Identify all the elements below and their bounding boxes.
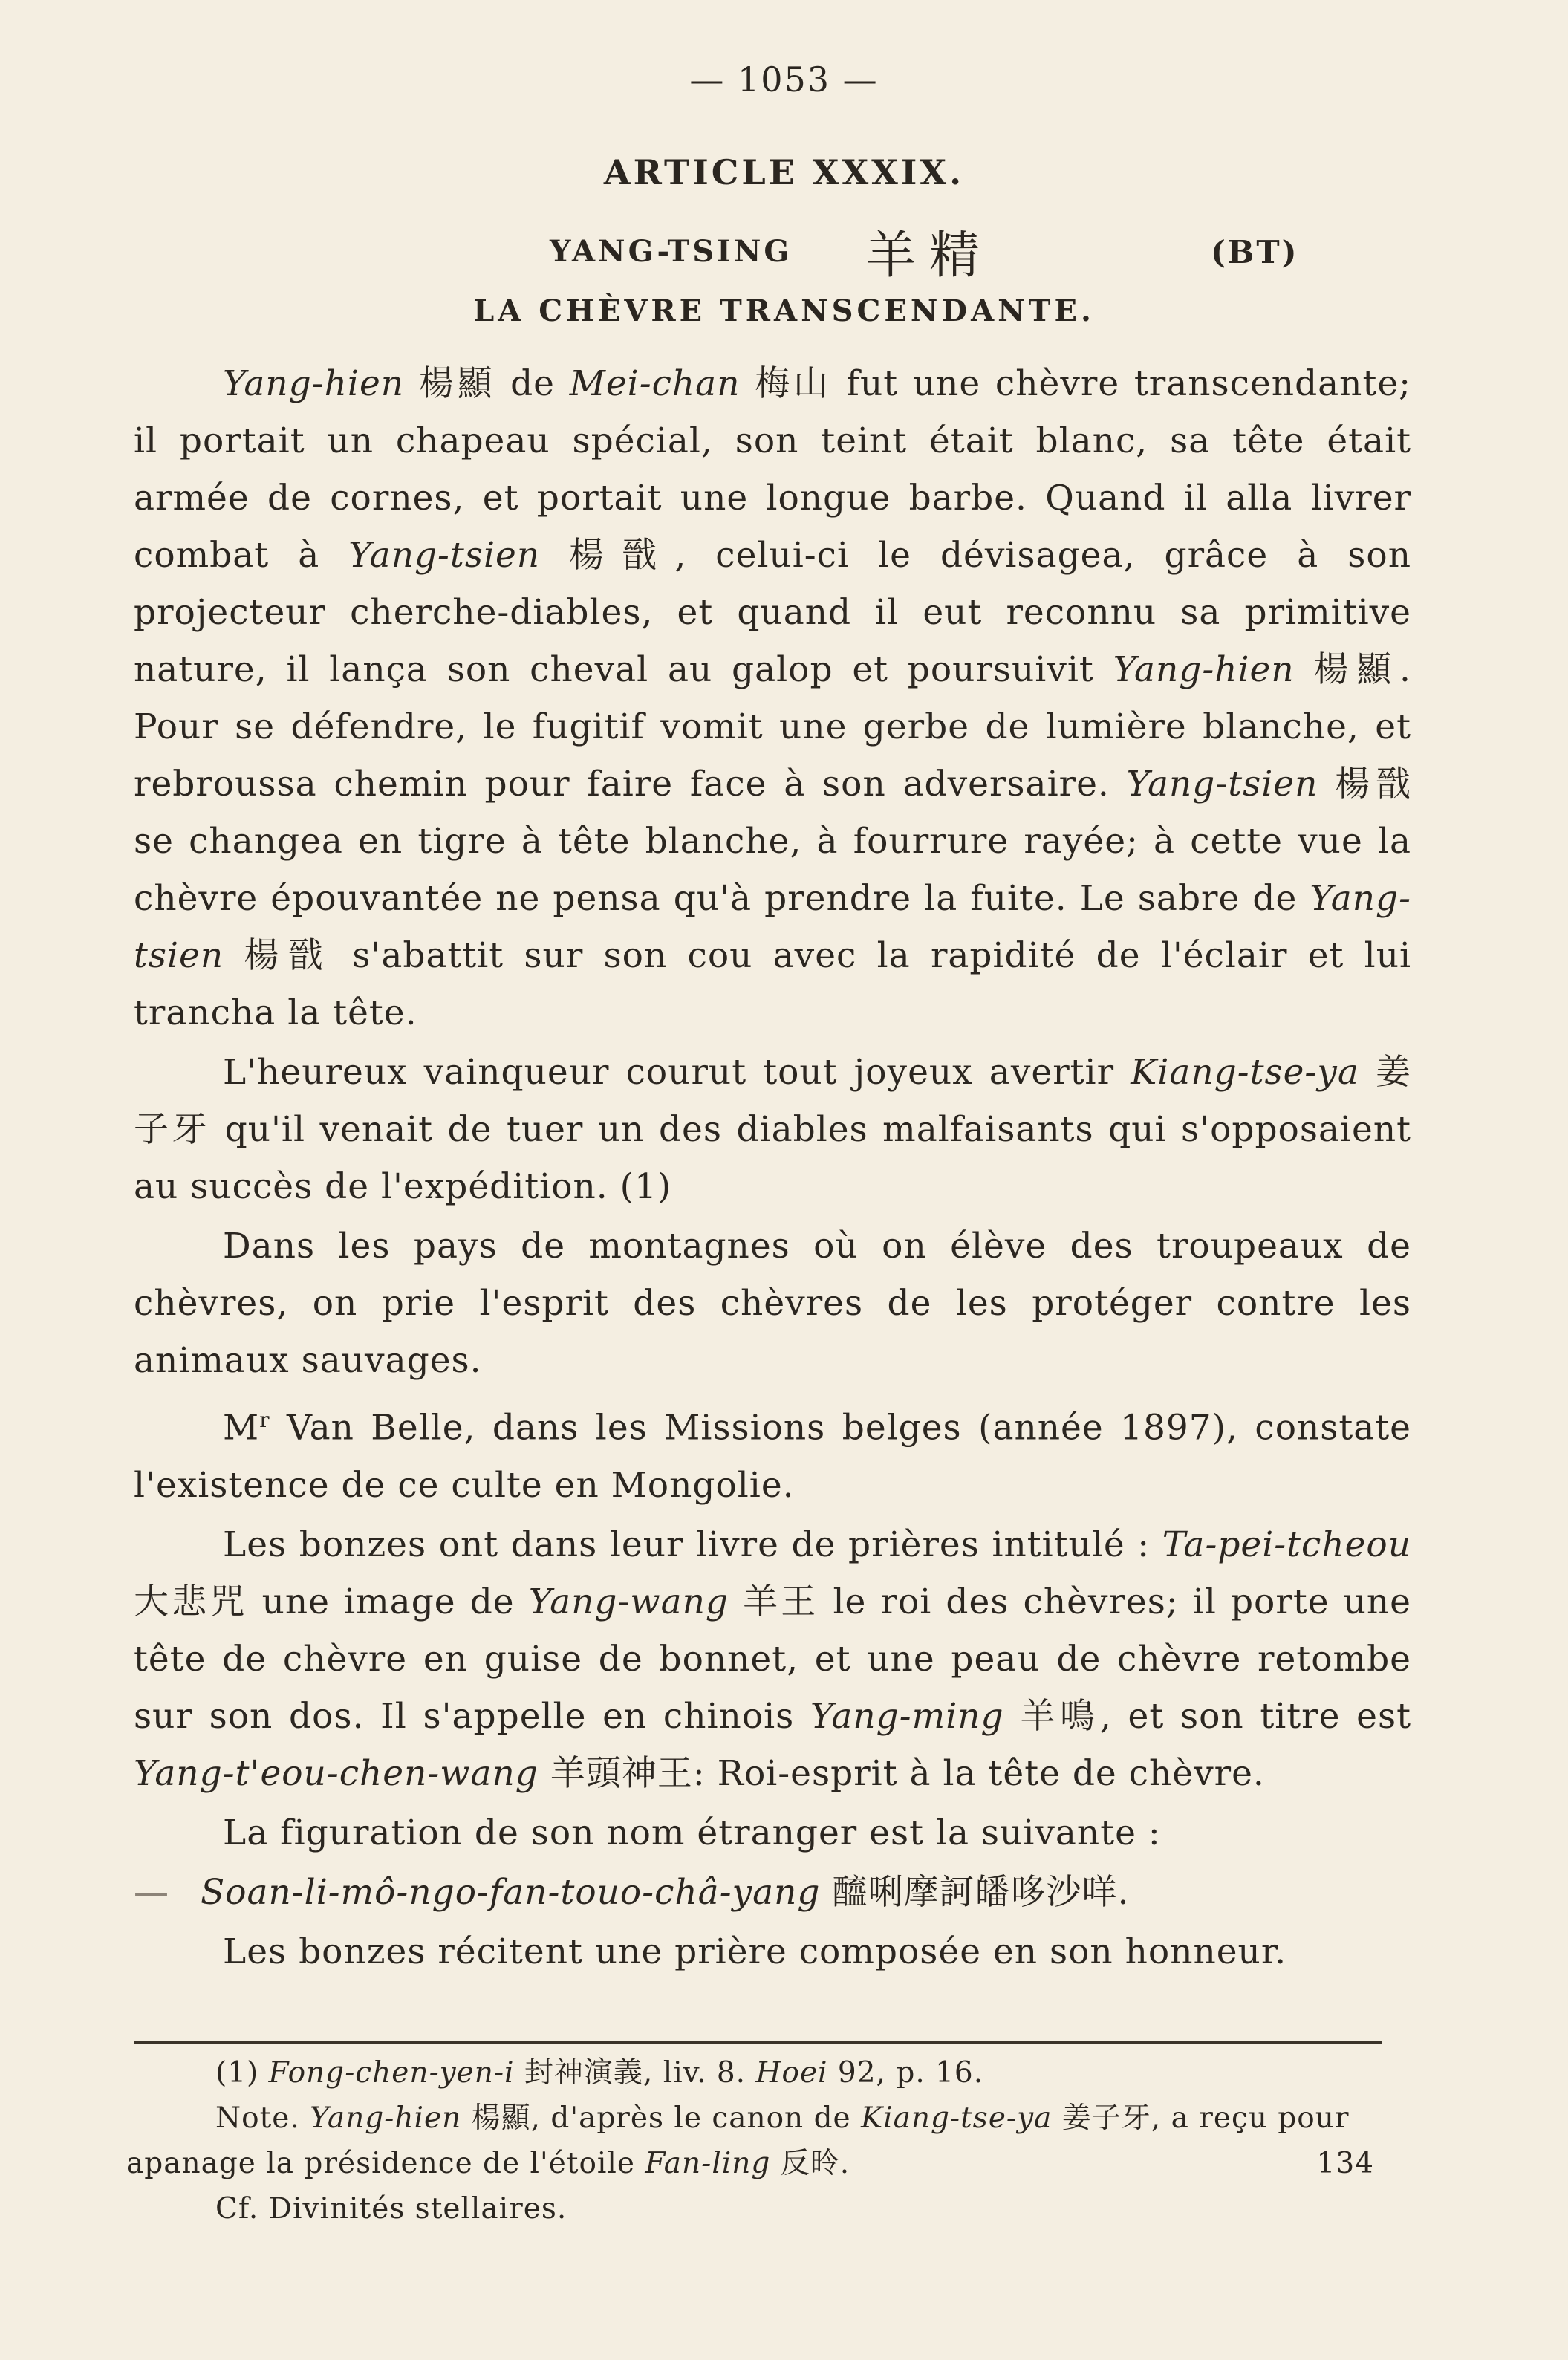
paragraph-5: Les bonzes ont dans leur livre de prières intitulé : Ta-pei-tcheou 大悲咒 une image de Yang-wang 羊王 le roi des chèvres; il porte une tête de chèvre en guise de bonnet, et une peau de chèvre retombe sur son dos. Il s'appelle en chinois Yang-ming 羊鳴, et son titre est Yang-t'eou-chen-wang 羊頭神王: Roi-esprit à la tête de chèvre. [134, 1524, 1412, 1794]
body-text [134, 355, 1411, 1983]
title-romanized: YANG-TSING [550, 234, 793, 269]
article-number: ARTICLE XXXIX. [603, 152, 965, 192]
article-heading: LA CHÈVRE TRANSCENDANTE. [473, 293, 1095, 328]
footnote-1: (1) Fong-chen-yen-i 封神演義, liv. 8. Hoei 92, p. 16. [215, 2056, 984, 2090]
paragraph-7: — Soan-li-mô-ngo-fan-touo-châ-yang 醯唎摩訶皤哆沙咩. [134, 1864, 1411, 1921]
article-title [0, 215, 1568, 285]
page-number: — 1053 — [689, 59, 879, 100]
paragraph-4: $M^r$ Van Belle, dans les Missions belges (année 1897), constate l'existence de ce culte en Mongolie. [134, 1407, 1411, 1506]
paragraph-8: Les bonzes récitent une prière composée en son honneur. [223, 1931, 1287, 1972]
paragraph-2: L'heureux vainqueur courut tout joyeux avertir Kiang-tse-ya 姜子牙 qu'il venait de tuer un des diables malfaisants qui s'opposaient au succès de l'expédition. (1) [134, 1052, 1411, 1207]
paragraph-3: Dans les pays de montagnes où on élève des troupeaux de chèvres, on prie l'esprit des chèvres de les protéger contre les animaux sauvages. [134, 1226, 1411, 1381]
title-chinese: 羊精 [865, 227, 994, 285]
footnote-cf: Cf. Divinités stellaires. [215, 2192, 567, 2226]
title-code: (BT) [1211, 234, 1299, 270]
footnote-note: Note. Yang-hien 楊顯, d'après le canon de Kiang-tse-ya 姜子牙, a reçu pour apanage la présidence de l'étoile Fan-ling 反昤. [126, 2101, 1350, 2180]
footnotes [126, 2050, 1404, 2231]
dash-mark: — [134, 1871, 169, 1913]
paragraph-1: Yang-hien 楊顯 de Mei-chan 梅山 fut une chèvre transcendante; il portait un chapeau spécial, son teint était blanc, sa tête était armée de cornes, et portait une longue barbe. Quand il alla livrer combat à Yang-tsien 楊戩, celui-ci le dévisagea, grâce à son projecteur cherche-diables, et quand il eut reconnu sa primitive nature, il lança son cheval au galop et poursuivit Yang-hien 楊顯. Pour se défendre, le fugitif vomit une gerbe de lumière blanche, et rebroussa chemin pour faire face à son adversaire. Yang-tsien 楊戩 se changea en tigre à tête blanche, à fourrure rayée; à cette vue la chèvre épouvantée ne pensa qu'à prendre la fuite. Le sabre de Yang-tsien 楊戩 s'abattit sur son cou avec la rapidité de l'éclair et lui trancha la tête. [134, 363, 1411, 1033]
footnote-rule [134, 2041, 1382, 2044]
signature-folio: 134 [1316, 2147, 1374, 2180]
paragraph-6: La figuration de son nom étranger est la suivante : [223, 1812, 1161, 1853]
